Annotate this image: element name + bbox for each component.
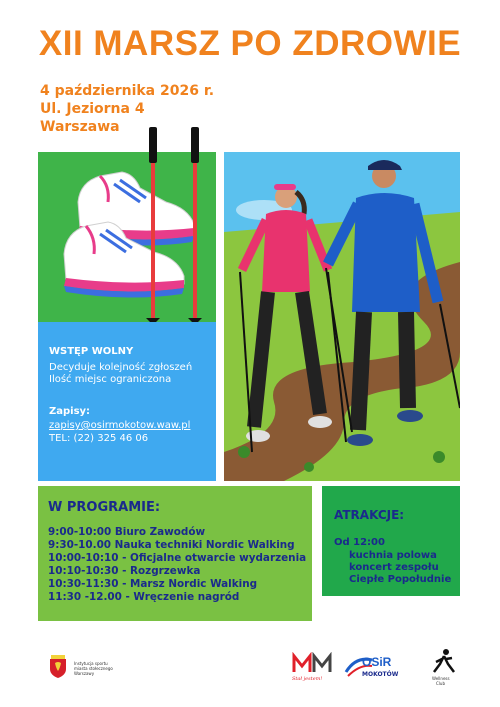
entry-info-panel <box>38 322 216 481</box>
osir-mokotow-logo <box>344 654 408 684</box>
entry-heading: WSTĘP WOLNY <box>49 346 134 357</box>
event-street: Ul. Jeziorna 4 <box>40 101 145 117</box>
attractions-time: Od 12:00 <box>334 537 385 548</box>
program-item: 10:10-10:30 - Rozgrzewka <box>48 565 201 577</box>
attraction-item: Ciepłe Popołudnie <box>349 574 452 585</box>
program-panel <box>38 486 312 621</box>
walker-silhouette-icon <box>430 648 458 674</box>
warsaw-crest-logo <box>48 655 68 679</box>
program-item: 9:00-10:00 Biuro Zawodów <box>48 526 206 538</box>
signup-email-link[interactable]: zapisy@osirmokotow.waw.pl <box>49 420 191 431</box>
program-heading: W PROGRAMIE: <box>48 500 161 515</box>
wellness-club-logo <box>424 648 464 690</box>
attractions-panel <box>322 486 460 596</box>
osir-logo-subtext: MOKOTÓW <box>362 671 399 678</box>
program-item: 10:30-11:30 - Marsz Nordic Walking <box>48 578 258 590</box>
signup-phone: TEL: (22) 325 46 06 <box>49 433 149 444</box>
program-item: 10:00-10:10 - Oficjalne otwarcie wydarzenia <box>48 552 307 564</box>
walkers-photo-panel <box>224 152 460 481</box>
poster-title: XII MARSZ PO ZDROWIE <box>38 24 462 63</box>
crest-icon <box>48 655 68 679</box>
entry-line-1: Decyduje kolejność zgłoszeń <box>49 362 193 373</box>
osir-logo-text: OSiR <box>362 655 392 669</box>
city-logo-text-2: miasta stołecznego <box>74 666 113 671</box>
event-city: Warszawa <box>40 119 120 135</box>
city-logo-text-3: Warszawy <box>74 671 95 676</box>
attractions-heading: ATRAKCJE: <box>334 508 405 522</box>
nordic-poles-illustration <box>140 125 220 335</box>
mm-sport-logo <box>292 652 336 686</box>
mm-logo-icon <box>292 652 336 674</box>
entry-line-2: Ilość miejsc ograniczona <box>49 374 172 385</box>
city-logo-text-1: Instytucja sportu <box>74 661 108 666</box>
event-date: 4 października 2026 r. <box>40 83 215 99</box>
program-item: 9:30-10.00 Nauka techniki Nordic Walking <box>48 539 295 551</box>
attraction-item: kuchnia polowa <box>349 550 437 561</box>
club-logo-subtext: Club <box>436 681 445 686</box>
signup-label: Zapisy: <box>49 406 91 417</box>
mm-logo-slogan: Stał jestem! <box>292 676 323 682</box>
nordic-walkers-illustration <box>224 152 460 481</box>
club-logo-text: Wellness <box>432 676 450 681</box>
attraction-item: koncert zespołu <box>349 562 439 573</box>
program-item: 11:30 -12.00 - Wręczenie nagród <box>48 591 240 603</box>
